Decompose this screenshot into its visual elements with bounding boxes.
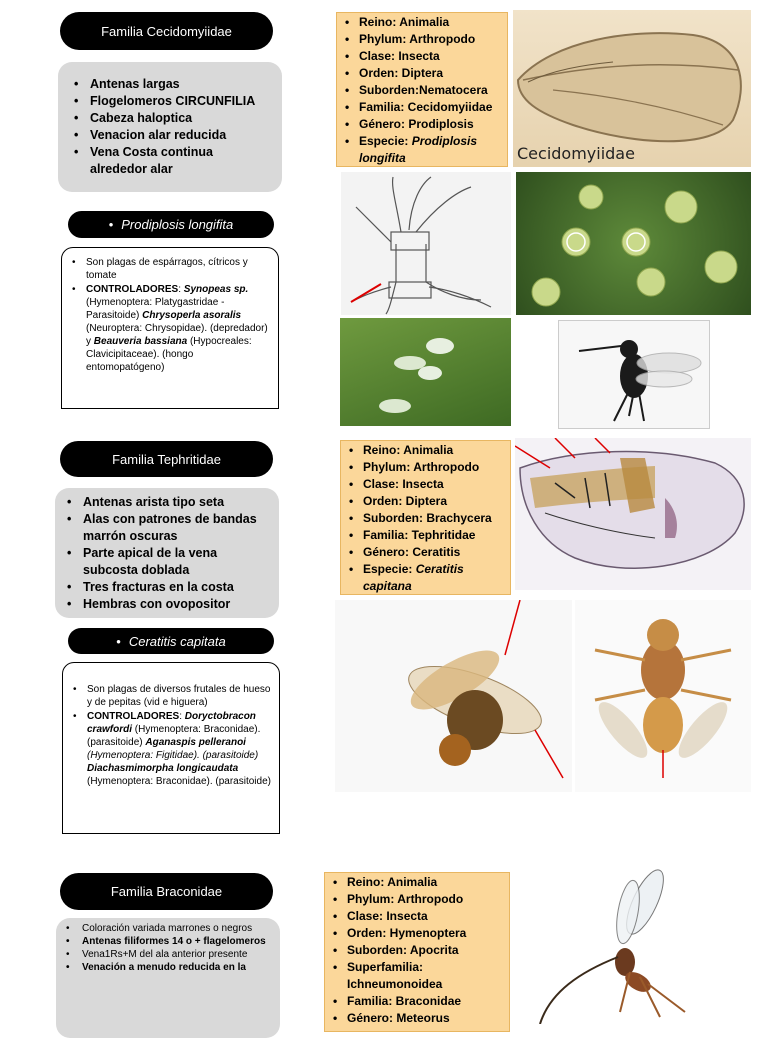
wing-caption: Cecidomyiidae [517, 144, 635, 163]
larvae-image [340, 318, 511, 426]
description-item: • Son plagas de diversos frutales de hueso y de pepitas (vid e higuera) [69, 683, 273, 709]
taxonomy-item: • Clase: Insecta [341, 48, 503, 65]
taxonomy-item: • Suborden:Nematocera [341, 82, 503, 99]
taxonomy-item: • Phylum: Arthropodo [345, 459, 506, 476]
taxonomy-box-tephritidae [340, 440, 511, 595]
fruit-fly-side-image [335, 600, 572, 792]
feature-item: • Vena1Rs+M del ala anterior presente [64, 948, 272, 961]
description-box-ceratitis [62, 662, 280, 834]
controllers-item: • CONTROLADORES: Synopeas sp. (Hymenoptera: Platygastridae - Parasitoide) Chrysoperla asoralis (Neuroptera: Chrysopidae). (depredador) y Beauveria bassiana (Hypocreales: Clavicipitaceae). (hongo entomopatógeno) [68, 283, 272, 374]
feature-item: • Tres fracturas en la costa [65, 579, 271, 596]
description-item: • Son plagas de espárragos, cítricos y tomate [68, 256, 272, 282]
taxonomy-box-braconidae [324, 872, 510, 1032]
bullet: • [108, 217, 114, 232]
feature-item: • Alas con patrones de bandas marrón oscuras [65, 511, 271, 545]
feature-item: • Venación a menudo reducida en la [64, 961, 272, 974]
species-title-text: Prodiplosis longifita [121, 217, 234, 232]
taxonomy-item: • Clase: Insecta [345, 476, 506, 493]
family-title-braconidae: Familia Braconidae [60, 873, 273, 910]
braconid-wasp-photo [520, 862, 750, 1024]
feature-item: • Venacion alar reducida [72, 127, 272, 144]
features-box-braconidae [56, 918, 280, 1038]
fruit-fly-top-image [575, 600, 751, 792]
taxonomy-item: • Familia: Braconidae [329, 993, 505, 1010]
taxonomy-box-cecidomyiidae [336, 12, 508, 167]
taxonomy-item: • Phylum: Arthropodo [341, 31, 503, 48]
taxonomy-item: • Clase: Insecta [329, 908, 505, 925]
taxonomy-item: • Orden: Diptera [345, 493, 506, 510]
feature-item: • Cabeza haloptica [72, 110, 272, 127]
taxonomy-item: • Reino: Animalia [329, 874, 505, 891]
feature-item: • Hembras con ovopositor [65, 596, 271, 613]
taxonomy-item: • Suborden: Apocrita [329, 942, 505, 959]
species-title-prodiplosis [68, 211, 274, 238]
larvae-photo [340, 318, 511, 426]
species-title-text: Ceratitis capitata [128, 633, 226, 649]
antenna-drawing [341, 172, 511, 315]
parasitoid-wasp-photo [558, 320, 710, 429]
banded-wing-image [515, 438, 751, 590]
family-title-tephritidae: Familia Tephritidae [60, 441, 273, 477]
family-title-cecidomyiidae: Familia Cecidomyiidae [60, 12, 273, 50]
taxonomy-item: • Suborden: Brachycera [345, 510, 506, 527]
taxonomy-item: • Orden: Diptera [341, 65, 503, 82]
taxonomy-item: • Reino: Animalia [341, 14, 503, 31]
taxonomy-species: • Especie: Ceratitis capitana [345, 561, 506, 595]
fruit-fly-side-photo [335, 600, 572, 792]
taxonomy-item: • Superfamilia: Ichneumonoidea [329, 959, 505, 993]
fruit-fly-top-photo [575, 600, 751, 792]
wasp-image [559, 321, 709, 428]
braconid-wasp-image [520, 862, 750, 1024]
taxonomy-item: • Género: Ceratitis [345, 544, 506, 561]
taxonomy-item: • Género: Meteorus [329, 1010, 505, 1027]
taxonomy-species: • Especie: Prodiplosis longifita [341, 133, 503, 167]
features-box-tephritidae [55, 488, 279, 618]
taxonomy-item: • Familia: Cecidomyiidae [341, 99, 503, 116]
cecidomyiidae-wing-photo [513, 10, 751, 167]
features-box-cecidomyiidae [58, 62, 282, 192]
feature-item: • Coloración variada marrones o negros [64, 922, 272, 935]
feature-item: • Parte apical de la vena subcosta doblada [65, 545, 271, 579]
taxonomy-item: • Phylum: Arthropodo [329, 891, 505, 908]
feature-item: • Antenas largas [72, 76, 272, 93]
taxonomy-item: • Reino: Animalia [345, 442, 506, 459]
feature-item: • Antenas arista tipo seta [65, 494, 271, 511]
feature-item: • Flogelomeros CIRCUNFILIA [72, 93, 272, 110]
feature-item: • Vena Costa continua alrededor alar [72, 144, 272, 178]
controllers-item: • CONTROLADORES: Doryctobracon crawfordi (Hymenoptera: Braconidae). (parasitoide) Aganaspis pelleranoi (Hymenoptera: Figitidae). (parasitoide) Diachasmimorpha longicaudata (Hymenoptera: Braconidae). (parasitoide) [69, 710, 273, 788]
taxonomy-item: • Orden: Hymenoptera [329, 925, 505, 942]
taxonomy-item: • Familia: Tephritidae [345, 527, 506, 544]
tephritidae-wing-photo [515, 438, 751, 590]
description-box-prodiplosis [61, 247, 279, 409]
galls-image [516, 172, 751, 315]
species-title-ceratitis [68, 628, 274, 654]
bullet: • [116, 633, 121, 649]
leaf-with-galls-photo [516, 172, 751, 315]
taxonomy-item: • Género: Prodiplosis [341, 116, 503, 133]
antenna-sketch [341, 172, 511, 315]
feature-item: • Antenas filiformes 14 o + flagelomeros [64, 935, 272, 948]
